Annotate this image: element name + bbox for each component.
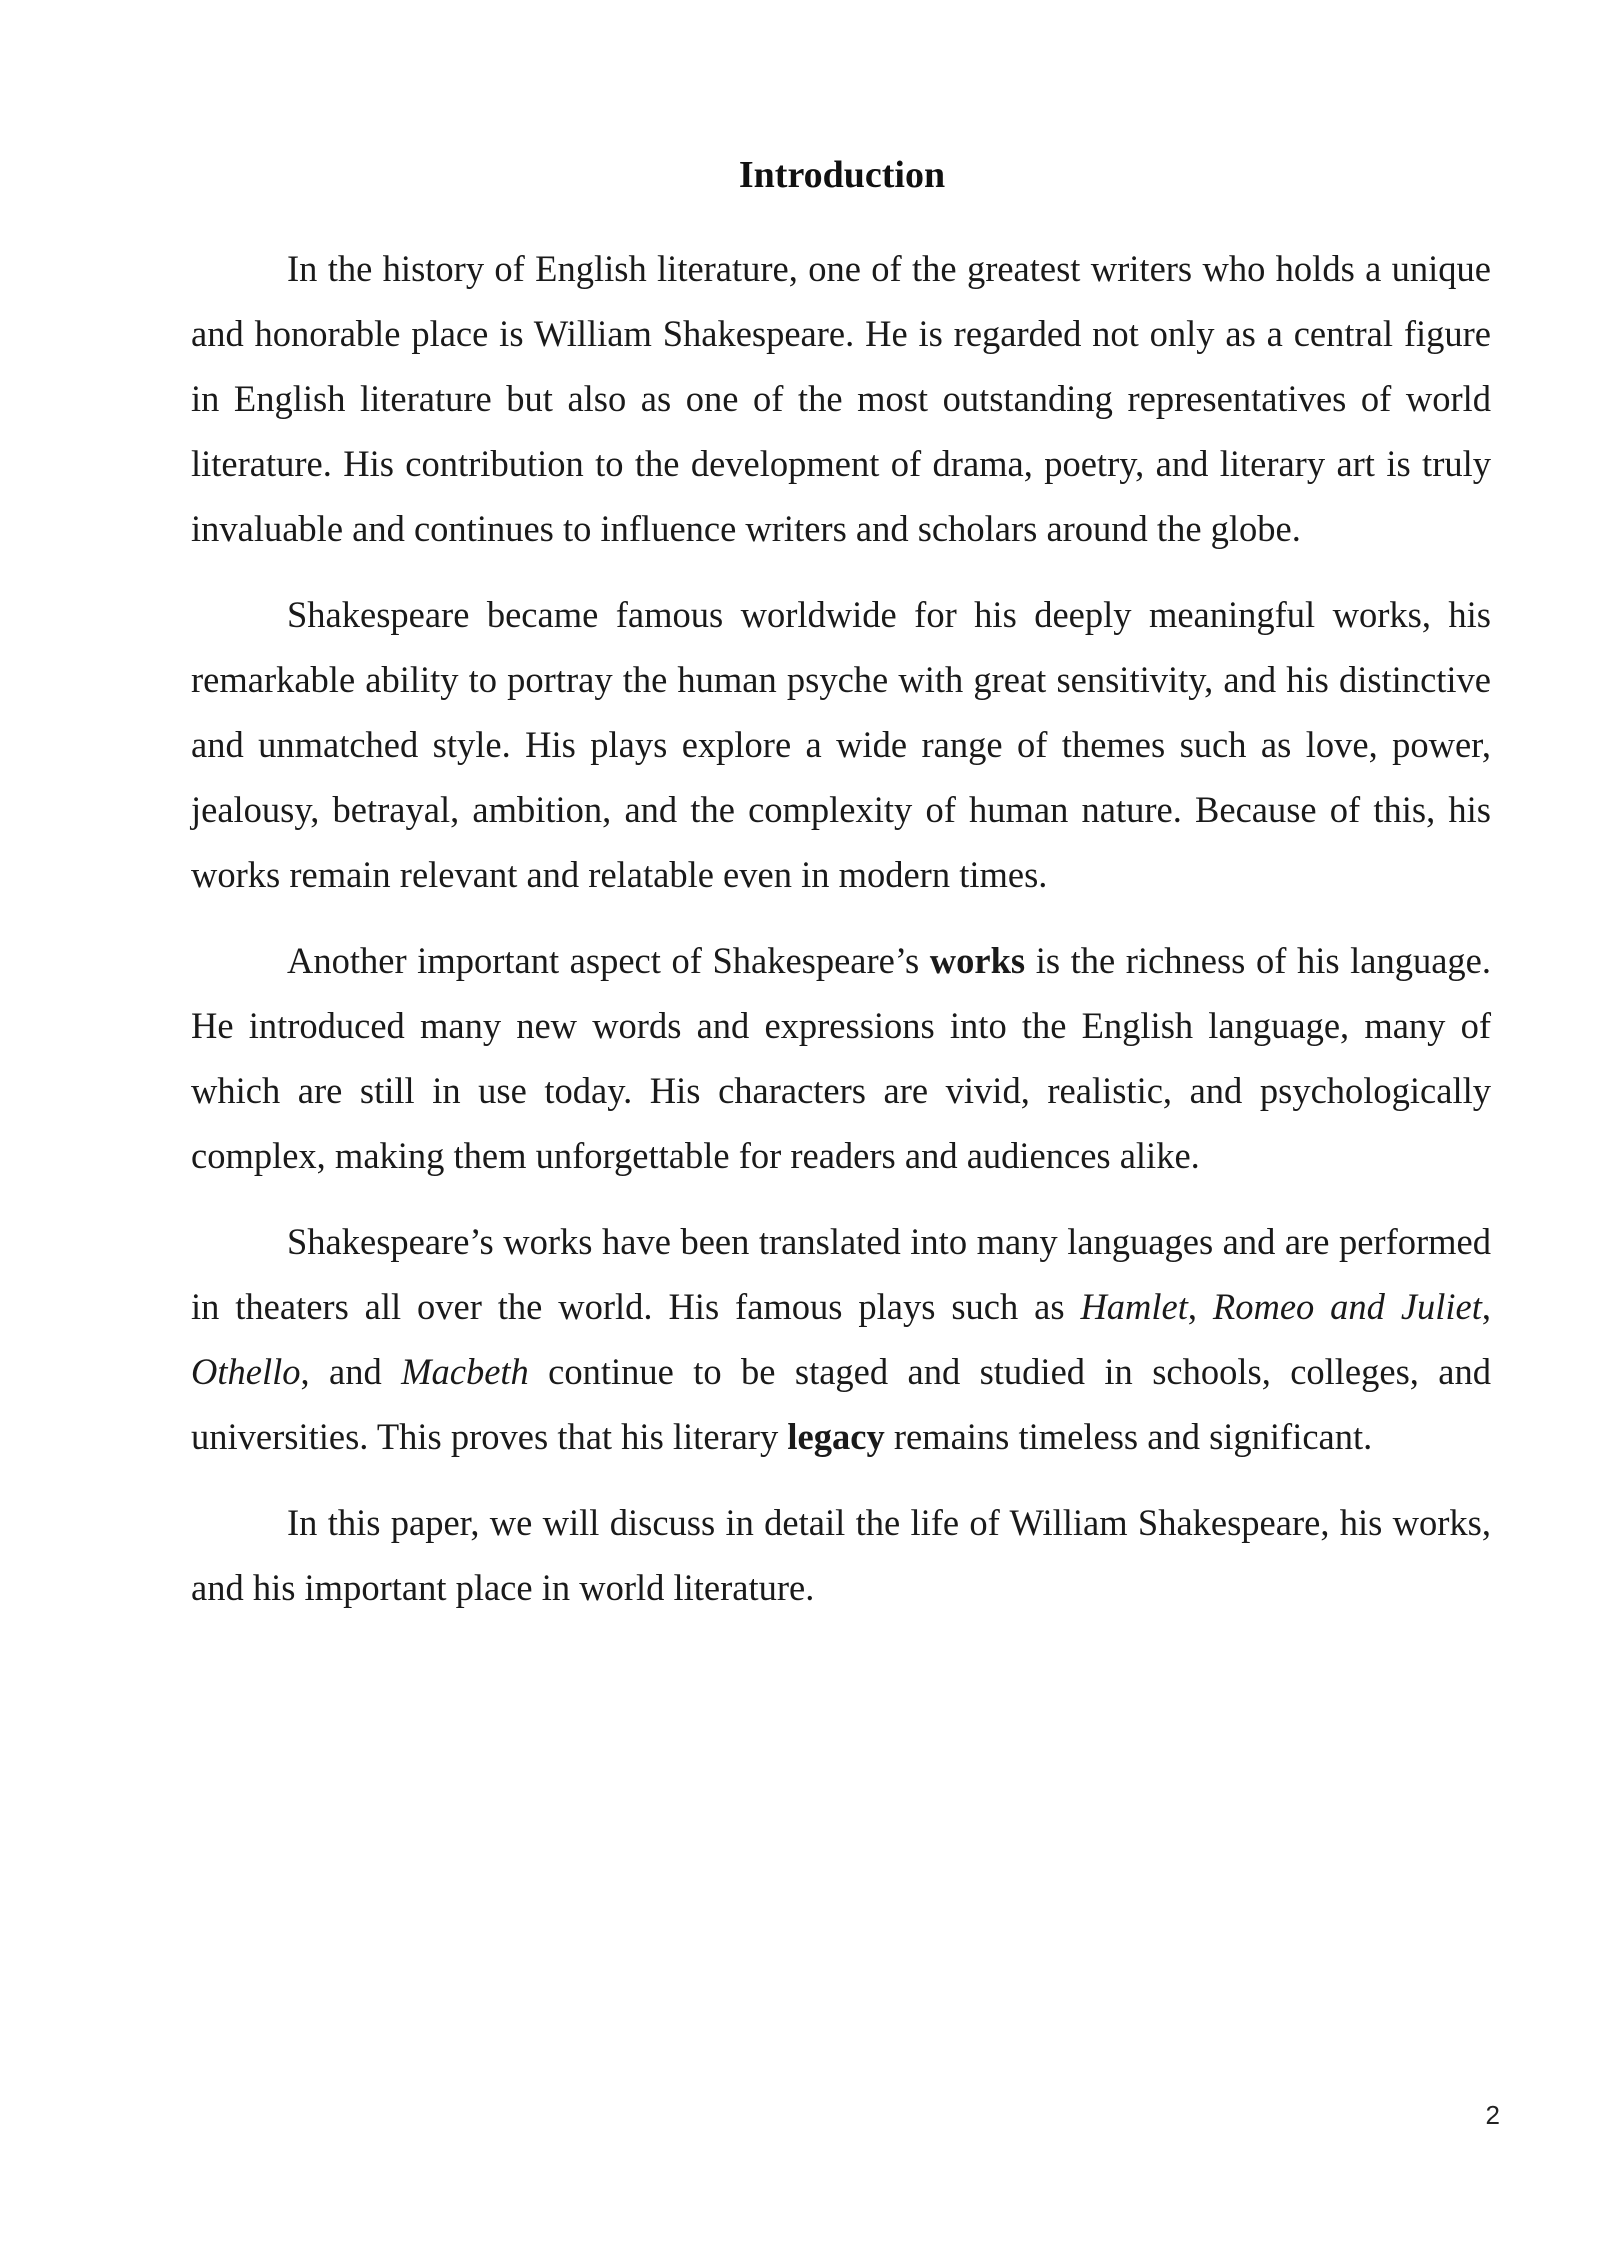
play-title-macbeth: Macbeth [401, 1351, 529, 1392]
play-title-romeo-and-juliet: Romeo and Juliet [1212, 1286, 1482, 1327]
paragraph-text: Another important aspect of Shakespeare’s [287, 940, 930, 981]
play-title-othello: Othello [191, 1351, 301, 1392]
paragraph-5 [191, 1490, 1491, 1620]
paragraph-text: continue to be staged and studied in schools, colleges, and universities. This proves that his literary [191, 1351, 1491, 1457]
paragraph-text: , [1481, 1286, 1492, 1327]
paragraph-text: remains timeless and significant. [884, 1416, 1373, 1457]
paragraph-text: is the richness of his language. He introduced many new words and expressions into the English language, many of which are still in use today. His characters are vivid, realistic, and psychologically complex, making them unforgettable for readers and audiences alike. [191, 940, 1491, 1176]
document-body [191, 236, 1491, 1641]
emphasis-works: works [929, 940, 1026, 981]
paragraph-text: , and [300, 1351, 402, 1392]
paragraph-2 [191, 582, 1491, 907]
paragraph-text: , [1187, 1286, 1213, 1327]
emphasis-legacy: legacy [787, 1416, 885, 1457]
paragraph-text: Shakespeare’s works have been translated into many languages and are performed in theaters all over the world. His famous plays such as [191, 1221, 1491, 1327]
paragraph-1 [191, 236, 1491, 561]
page-number: 2 [1485, 2100, 1500, 2130]
play-title-hamlet: Hamlet [1080, 1286, 1188, 1327]
paragraph-4 [191, 1209, 1491, 1469]
paragraph-text: In the history of English literature, one of the greatest writers who holds a unique and honorable place is William Shakespeare. He is regarded not only as a central figure in English literature but also as one of the most outstanding representatives of world literature. His contribution to the development of drama, poetry, and literary art is truly invaluable and continues to influence writers and scholars around the globe. [191, 248, 1491, 549]
paragraph-3 [191, 928, 1491, 1188]
paragraph-text: Shakespeare became famous worldwide for his deeply meaningful works, his remarkable ability to portray the human psyche with great sensitivity, and his distinctive and unmatched style. His plays explore a wide range of themes such as love, power, jealousy, betrayal, ambition, and the complexity of human nature. Because of this, his works remain relevant and relatable even in modern times. [191, 594, 1491, 895]
paragraph-text: In this paper, we will discuss in detail the life of William Shakespeare, his works, and his important place in world literature. [191, 1502, 1491, 1608]
page-title: Introduction [738, 154, 946, 196]
